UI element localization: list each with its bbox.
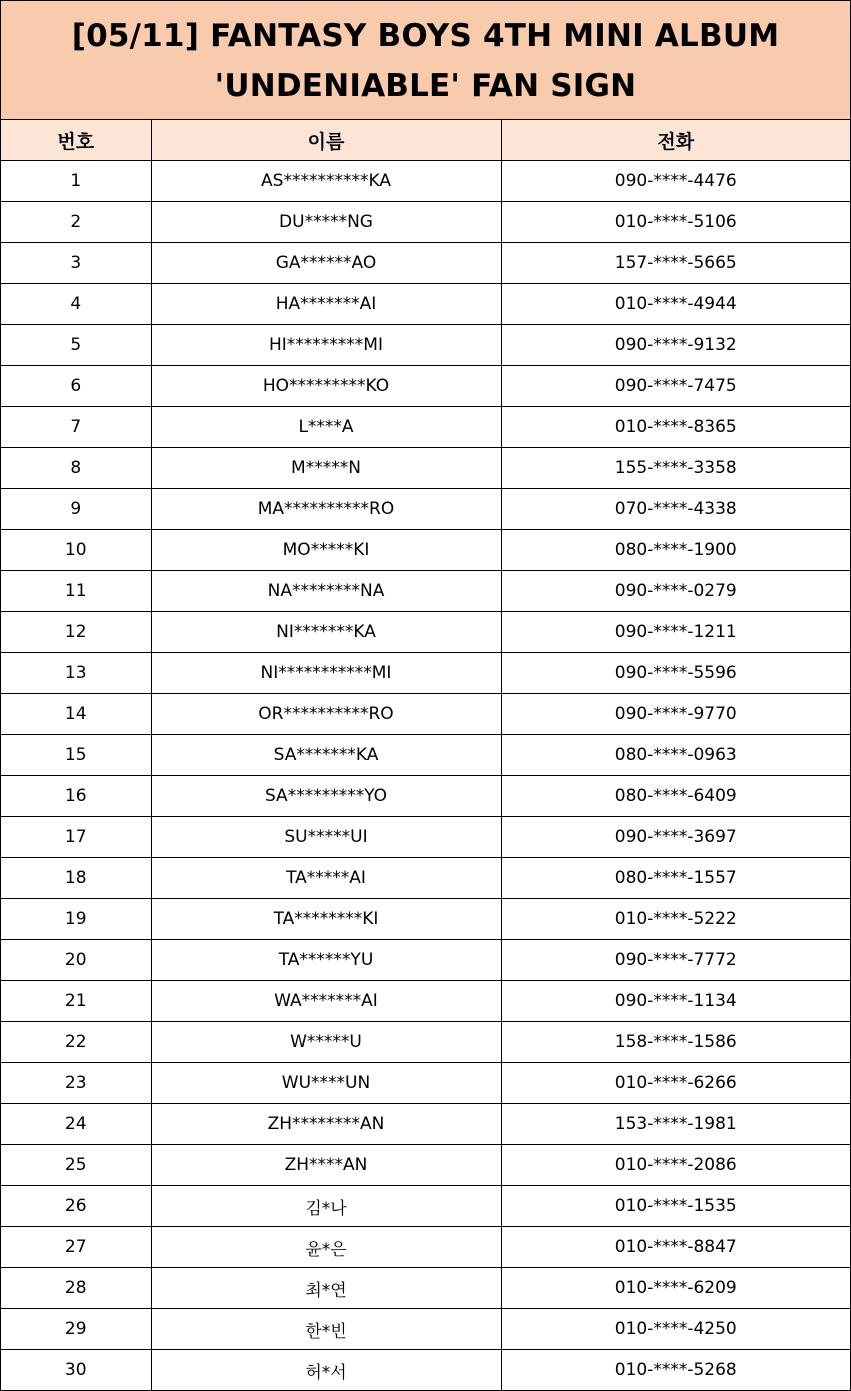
cell-number: 4 <box>1 284 151 325</box>
header-row <box>1 120 850 161</box>
cell-name: NI*******KA <box>151 612 501 653</box>
cell-name: DU*****NG <box>151 202 501 243</box>
cell-name: WA*******AI <box>151 981 501 1022</box>
cell-phone: 090-****-1211 <box>501 612 850 653</box>
cell-number: 28 <box>1 1268 151 1309</box>
cell-name: HI*********MI <box>151 325 501 366</box>
table-row <box>1 284 850 325</box>
cell-phone: 157-****-5665 <box>501 243 850 284</box>
cell-phone: 090-****-1134 <box>501 981 850 1022</box>
table-row <box>1 489 850 530</box>
winners-table <box>1 120 850 1390</box>
cell-phone: 010-****-5268 <box>501 1350 850 1391</box>
cell-name: TA******YU <box>151 940 501 981</box>
cell-name: W*****U <box>151 1022 501 1063</box>
cell-phone: 090-****-3697 <box>501 817 850 858</box>
cell-number: 9 <box>1 489 151 530</box>
table-row <box>1 899 850 940</box>
cell-name: AS**********KA <box>151 161 501 202</box>
cell-number: 7 <box>1 407 151 448</box>
cell-phone: 010-****-5106 <box>501 202 850 243</box>
cell-name: TA*****AI <box>151 858 501 899</box>
cell-phone: 080-****-0963 <box>501 735 850 776</box>
cell-phone: 010-****-8847 <box>501 1227 850 1268</box>
cell-name: ZH********AN <box>151 1104 501 1145</box>
cell-number: 6 <box>1 366 151 407</box>
cell-name: SA*******KA <box>151 735 501 776</box>
table-row <box>1 202 850 243</box>
table-row <box>1 407 850 448</box>
cell-number: 8 <box>1 448 151 489</box>
cell-name: OR**********RO <box>151 694 501 735</box>
cell-phone: 158-****-1586 <box>501 1022 850 1063</box>
cell-number: 29 <box>1 1309 151 1350</box>
title-block <box>1 1 850 120</box>
cell-phone: 090-****-4476 <box>501 161 850 202</box>
cell-name: SA*********YO <box>151 776 501 817</box>
cell-phone: 080-****-1900 <box>501 530 850 571</box>
cell-number: 24 <box>1 1104 151 1145</box>
table-row <box>1 1063 850 1104</box>
cell-name: 최*연 <box>151 1268 501 1309</box>
cell-name: GA******AO <box>151 243 501 284</box>
cell-name: 윤*은 <box>151 1227 501 1268</box>
cell-number: 3 <box>1 243 151 284</box>
cell-phone: 010-****-8365 <box>501 407 850 448</box>
cell-number: 16 <box>1 776 151 817</box>
table-row <box>1 1309 850 1350</box>
table-row <box>1 612 850 653</box>
cell-phone: 010-****-4250 <box>501 1309 850 1350</box>
table-row <box>1 161 850 202</box>
table-row <box>1 1145 850 1186</box>
cell-name: L****A <box>151 407 501 448</box>
table-body <box>1 161 850 1391</box>
cell-name: NA********NA <box>151 571 501 612</box>
cell-phone: 090-****-9132 <box>501 325 850 366</box>
cell-number: 13 <box>1 653 151 694</box>
cell-number: 17 <box>1 817 151 858</box>
cell-phone: 155-****-3358 <box>501 448 850 489</box>
cell-name: 허*서 <box>151 1350 501 1391</box>
cell-number: 12 <box>1 612 151 653</box>
title-line-2: 'UNDENIABLE' FAN SIGN <box>214 68 637 104</box>
table-row <box>1 448 850 489</box>
cell-phone: 080-****-1557 <box>501 858 850 899</box>
cell-phone: 090-****-0279 <box>501 571 850 612</box>
cell-phone: 010-****-5222 <box>501 899 850 940</box>
cell-phone: 090-****-7772 <box>501 940 850 981</box>
cell-number: 14 <box>1 694 151 735</box>
header-number: 번호 <box>1 120 151 161</box>
cell-phone: 070-****-4338 <box>501 489 850 530</box>
table-row <box>1 776 850 817</box>
cell-name: M*****N <box>151 448 501 489</box>
table-row <box>1 1350 850 1391</box>
cell-phone: 010-****-6266 <box>501 1063 850 1104</box>
table-row <box>1 1227 850 1268</box>
header-name: 이름 <box>151 120 501 161</box>
cell-number: 15 <box>1 735 151 776</box>
cell-name: MO*****KI <box>151 530 501 571</box>
table-row <box>1 981 850 1022</box>
cell-name: 김*나 <box>151 1186 501 1227</box>
cell-name: MA**********RO <box>151 489 501 530</box>
table-row <box>1 940 850 981</box>
cell-number: 20 <box>1 940 151 981</box>
cell-number: 22 <box>1 1022 151 1063</box>
cell-name: ZH****AN <box>151 1145 501 1186</box>
cell-name: NI***********MI <box>151 653 501 694</box>
cell-name: HA*******AI <box>151 284 501 325</box>
table-row <box>1 694 850 735</box>
table-row <box>1 243 850 284</box>
cell-number: 2 <box>1 202 151 243</box>
title-line-1: [05/11] FANTASY BOYS 4TH MINI ALBUM <box>71 18 780 54</box>
table-row <box>1 1268 850 1309</box>
cell-number: 19 <box>1 899 151 940</box>
table-row <box>1 1022 850 1063</box>
cell-number: 23 <box>1 1063 151 1104</box>
table-row <box>1 1186 850 1227</box>
cell-phone: 090-****-5596 <box>501 653 850 694</box>
cell-number: 26 <box>1 1186 151 1227</box>
cell-number: 21 <box>1 981 151 1022</box>
cell-number: 10 <box>1 530 151 571</box>
cell-phone: 090-****-9770 <box>501 694 850 735</box>
cell-number: 11 <box>1 571 151 612</box>
table-row <box>1 735 850 776</box>
cell-name: TA********KI <box>151 899 501 940</box>
cell-name: WU****UN <box>151 1063 501 1104</box>
cell-name: SU*****UI <box>151 817 501 858</box>
table-row <box>1 571 850 612</box>
cell-phone: 010-****-4944 <box>501 284 850 325</box>
cell-phone: 090-****-7475 <box>501 366 850 407</box>
cell-name: HO*********KO <box>151 366 501 407</box>
cell-phone: 010-****-1535 <box>501 1186 850 1227</box>
cell-phone: 010-****-6209 <box>501 1268 850 1309</box>
cell-name: 한*빈 <box>151 1309 501 1350</box>
cell-number: 27 <box>1 1227 151 1268</box>
cell-number: 25 <box>1 1145 151 1186</box>
cell-number: 5 <box>1 325 151 366</box>
cell-number: 1 <box>1 161 151 202</box>
table-row <box>1 817 850 858</box>
header-phone: 전화 <box>501 120 850 161</box>
table-row <box>1 325 850 366</box>
table-row <box>1 1104 850 1145</box>
cell-number: 30 <box>1 1350 151 1391</box>
cell-phone: 080-****-6409 <box>501 776 850 817</box>
table-row <box>1 653 850 694</box>
table-row <box>1 858 850 899</box>
table-row <box>1 530 850 571</box>
table-row <box>1 366 850 407</box>
cell-number: 18 <box>1 858 151 899</box>
cell-phone: 010-****-2086 <box>501 1145 850 1186</box>
cell-phone: 153-****-1981 <box>501 1104 850 1145</box>
